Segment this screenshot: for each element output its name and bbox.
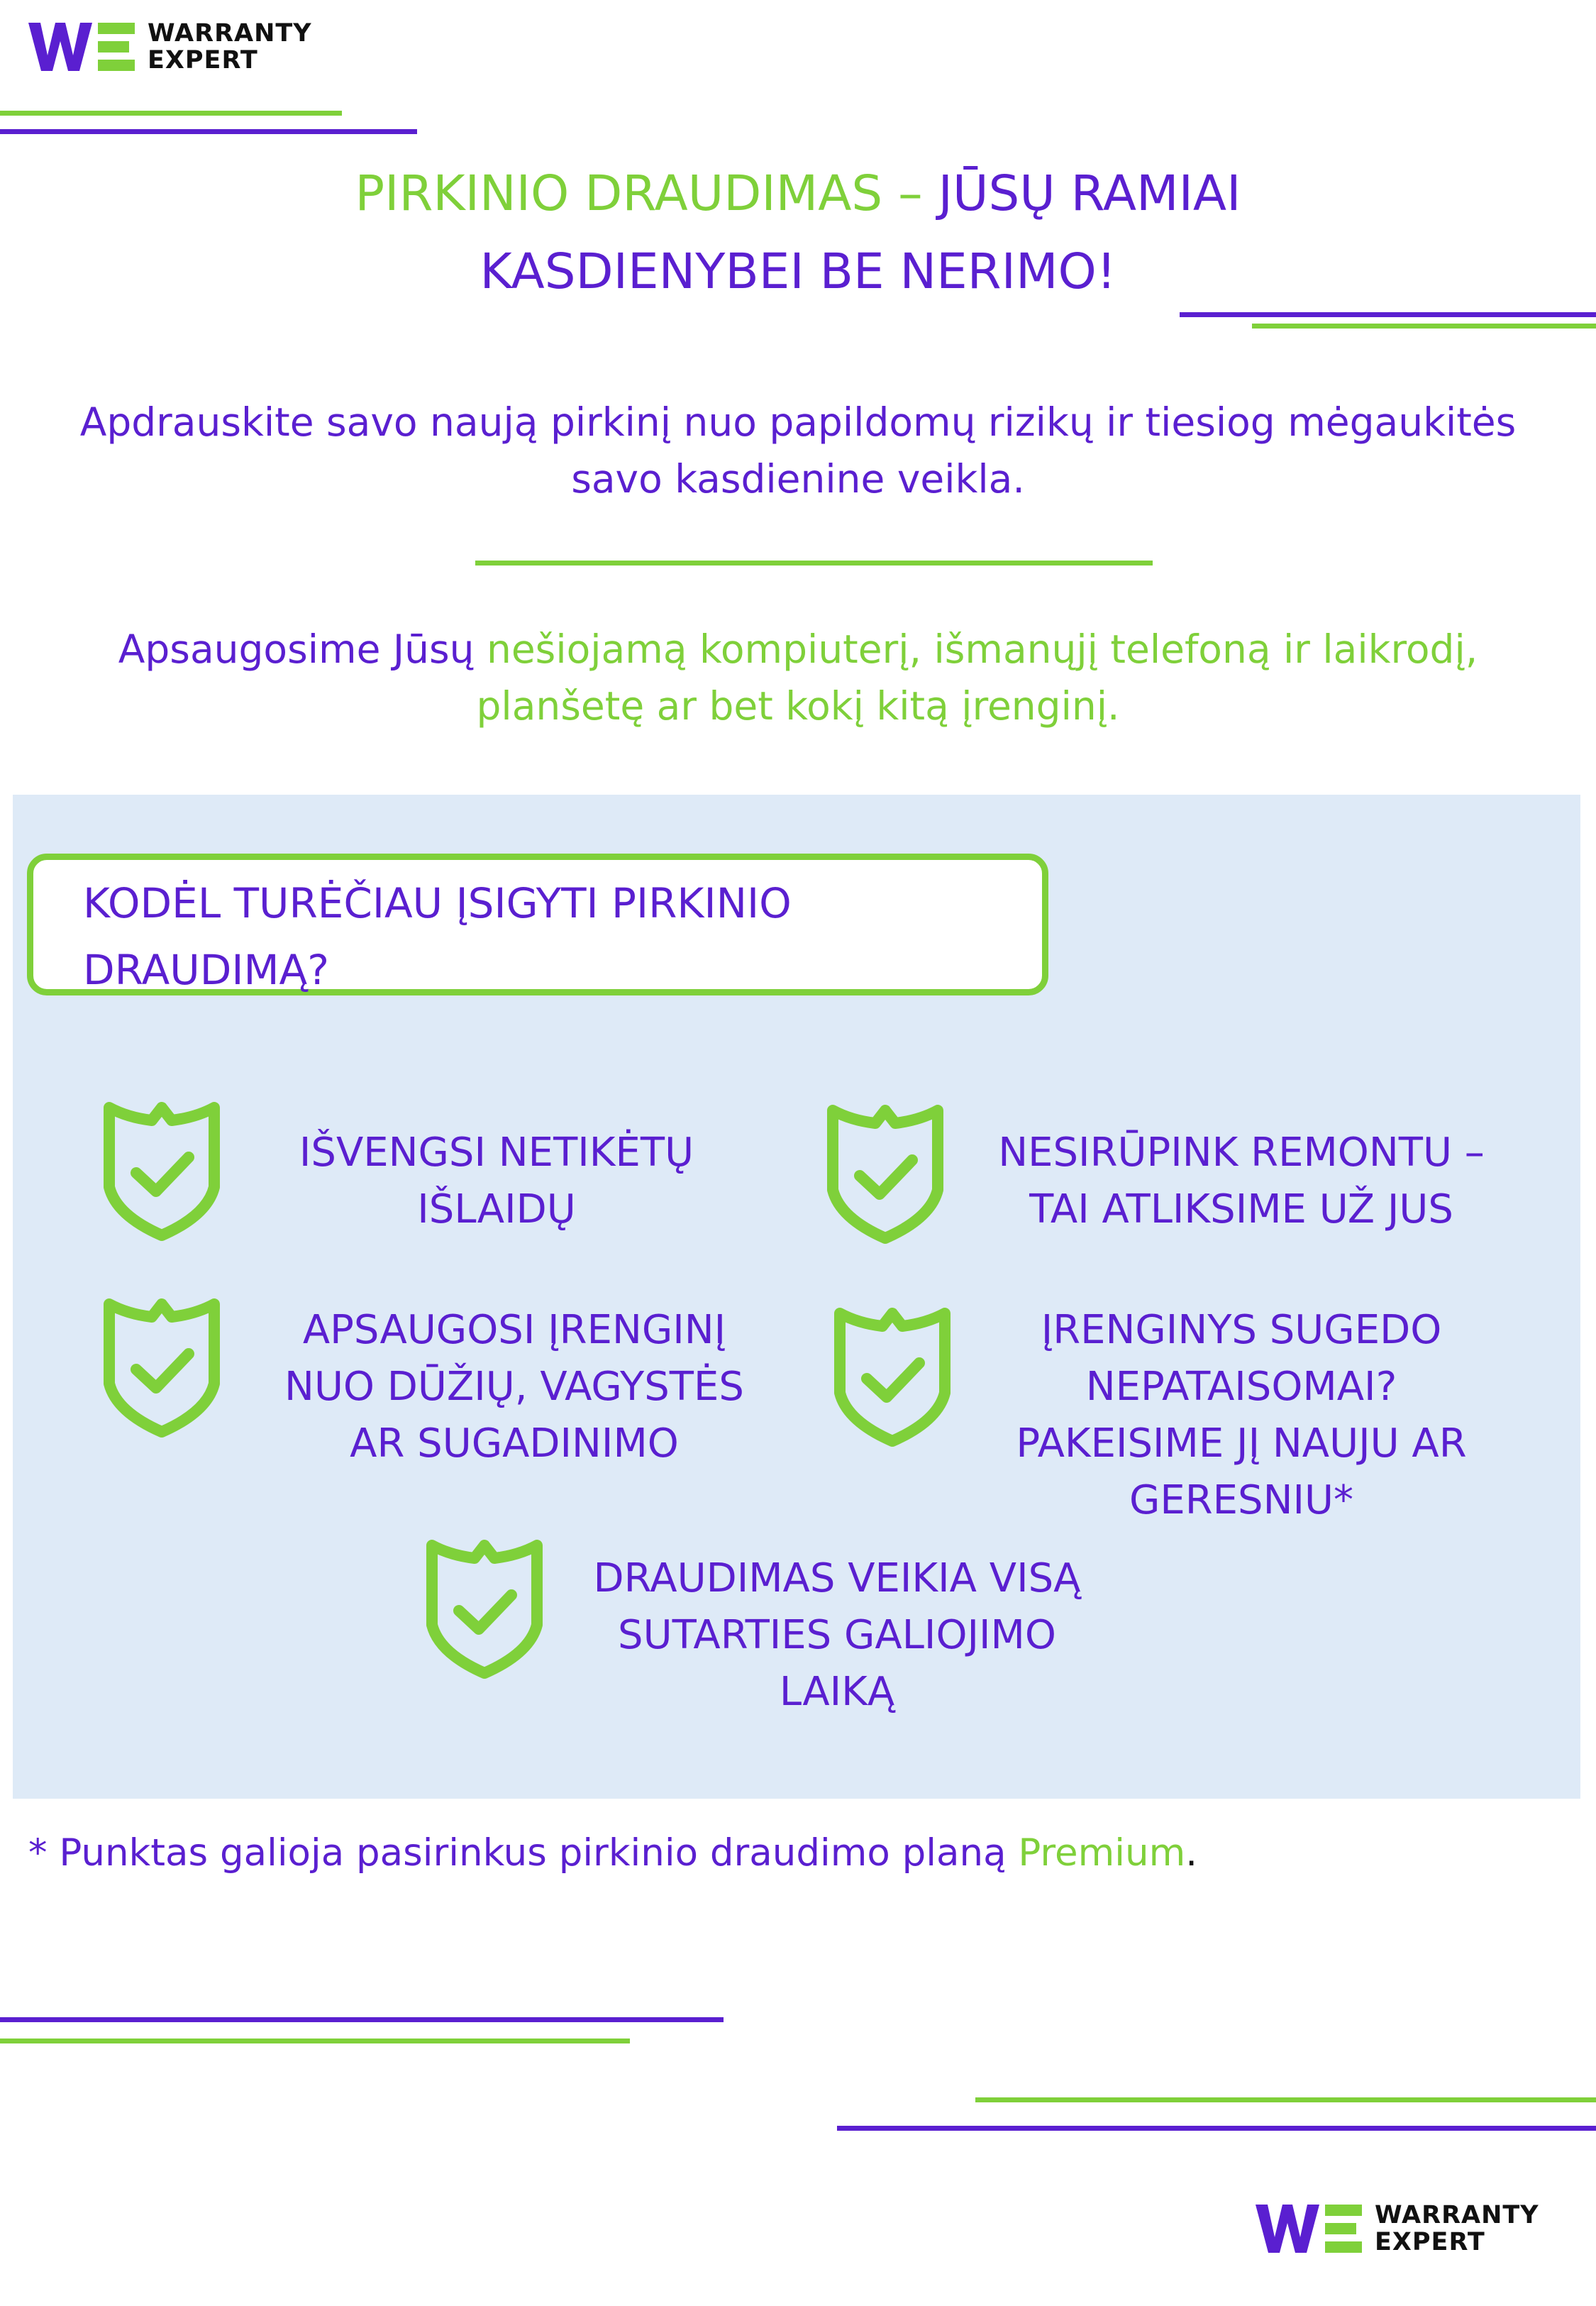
devices-line1 xyxy=(0,621,1596,678)
benefit-line: SUTARTIES GALIOJIMO xyxy=(618,1612,1056,1658)
benefit-line: AR SUGADINIMO xyxy=(350,1420,679,1467)
benefit-line: GERESNIU* xyxy=(1129,1477,1353,1523)
benefit-replace-device xyxy=(958,1302,1525,1529)
why-box xyxy=(27,854,1048,995)
intro-line2: savo kasdienine veikla. xyxy=(571,456,1025,502)
benefit-line: NEPATAISOMAI? xyxy=(1085,1364,1397,1410)
decor-line-green-center xyxy=(475,561,1153,566)
footnote-end: . xyxy=(1185,1831,1198,1875)
why-heading-line2: DRAUDIMĄ? xyxy=(83,946,330,994)
brand-name-line1: WARRANTY xyxy=(148,19,312,48)
we-logo-mark xyxy=(28,21,135,72)
decor-line-green-right xyxy=(1252,324,1596,329)
brand-logo-bottom xyxy=(1256,2202,1539,2256)
decor-line-green-top-left xyxy=(0,111,342,116)
benefit-line: IŠVENGSI NETIKĖTŲ xyxy=(299,1130,694,1176)
benefit-line: PAKEISIME JĮ NAUJU AR xyxy=(1016,1420,1467,1467)
devices-prefix: Apsaugosime Jūsų xyxy=(118,627,475,672)
benefit-line: IŠLAIDŲ xyxy=(417,1186,576,1232)
title-green-part: PIRKINIO DRAUDIMAS – xyxy=(355,165,923,222)
benefit-protect-device xyxy=(255,1302,773,1472)
benefit-line: NUO DŪŽIŲ, VAGYSTĖS xyxy=(284,1364,744,1410)
benefit-repair xyxy=(958,1125,1525,1238)
intro-line1: Apdrauskite savo naują pirkinį nuo papildomų rizikų ir tiesiog mėgaukitės xyxy=(79,399,1517,445)
brand-name xyxy=(1375,2202,1539,2256)
decor-line-purple-bottom-right xyxy=(837,2126,1596,2131)
decor-line-purple-bottom-left xyxy=(0,2017,724,2022)
benefit-validity xyxy=(567,1550,1107,1721)
footnote-premium: Premium xyxy=(1018,1831,1186,1875)
brand-logo-top xyxy=(28,20,312,74)
page-title-line2: KASDIENYBEI BE NERIMO! xyxy=(480,243,1116,300)
brand-name-line1: WARRANTY xyxy=(1375,2201,1539,2229)
title-purple-part: JŪSŲ RAMIAI xyxy=(938,165,1241,222)
brand-name-line2: EXPERT xyxy=(1375,2228,1485,2256)
benefit-line: DRAUDIMAS VEIKIA VISĄ xyxy=(593,1555,1081,1601)
benefit-line: NESIRŪPINK REMONTU – xyxy=(998,1130,1485,1176)
shield-check-icon xyxy=(101,1102,223,1244)
decor-line-green-bottom-left xyxy=(0,2039,630,2043)
brand-name-line2: EXPERT xyxy=(148,46,258,75)
shield-check-icon xyxy=(831,1308,953,1450)
intro-text xyxy=(0,394,1596,507)
decor-line-green-bottom-right xyxy=(975,2097,1596,2102)
benefit-line: LAIKĄ xyxy=(779,1669,895,1715)
decor-line-purple-right xyxy=(1180,312,1596,317)
page-title-line1 xyxy=(0,155,1596,233)
why-heading-line1: KODĖL TURĖČIAU ĮSIGYTI PIRKINIO xyxy=(83,879,792,927)
shield-check-icon xyxy=(423,1540,545,1682)
benefit-avoid-costs xyxy=(255,1125,738,1238)
footnote xyxy=(28,1825,1197,1882)
brand-name xyxy=(148,20,312,74)
benefit-line: ĮRENGINYS SUGEDO xyxy=(1041,1307,1442,1353)
benefit-line: APSAUGOSI ĮRENGINĮ xyxy=(302,1307,726,1353)
devices-text xyxy=(0,621,1596,734)
why-heading xyxy=(83,870,1005,1003)
we-logo-mark xyxy=(1256,2203,1362,2254)
footnote-text: * Punktas galioja pasirinkus pirkinio draudimo planą xyxy=(28,1831,1007,1875)
benefit-line: TAI ATLIKSIME UŽ JUS xyxy=(1029,1186,1453,1232)
devices-list-part2: planšetę ar bet kokį kitą įrenginį. xyxy=(476,683,1120,729)
devices-list-part1: nešiojamą kompiuterį, išmanųjį telefoną ir laikrodį, xyxy=(486,627,1478,672)
shield-check-icon xyxy=(101,1298,223,1440)
shield-check-icon xyxy=(824,1105,946,1247)
decor-line-purple-top-left xyxy=(0,129,417,134)
